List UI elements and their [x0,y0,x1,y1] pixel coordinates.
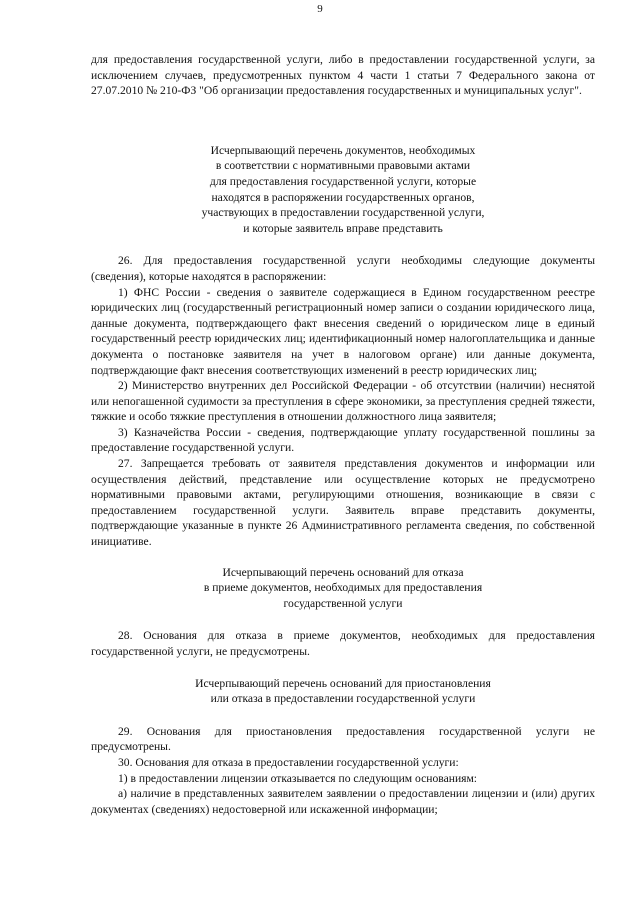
heading-refusal-reception [91,565,595,612]
heading-line: Исчерпывающий перечень документов, необходимых [210,143,476,157]
intro-paragraph: для предоставления государственной услуги, либо в предоставлении государственной услуги, за исключением случаев, предусмотренных пунктом 4 части 1 статьи 7 Федерального закона от 27.07.2010 № 210-ФЗ "Об организации предоставления государственных и муниципальных услуг". [91,53,595,98]
document-body [91,52,595,817]
paragraph-26-item-1: 1) ФНС России - сведения о заявителе содержащиеся в Едином государственном реестре юридических лиц (государственный регистрационный номер записи о создании юридического лица, данные документа, подтверждающего факт внесения сведений о юридическом лице в единый государственный реестр юридических лиц; идентификационный номер налогоплательщика и данные документа о постановке заявителя на учет в налоговом органе) или данные документа, подтверждающие факт внесения соответствующих изменений в реестр юридических лиц; [91,285,595,377]
heading-line: в соответствии с нормативными правовыми актами [215,159,471,173]
paragraph-30-item-1: 1) в предоставлении лицензии отказывается по следующим основаниям: [118,771,478,785]
heading-line: участвующих в предоставлении государственной услуги, [201,206,485,220]
heading-line: или отказа в предоставлении государственной услуги [210,692,476,706]
heading-line: Исчерпывающий перечень оснований для приостановления [195,676,491,690]
paragraph-26-item-3: 3) Казначейства России - сведения, подтверждающие уплату государственной пошлины за предоставление государственной услуги. [91,425,595,455]
page-number: 9 [317,3,323,15]
paragraph-27: 27. Запрещается требовать от заявителя представления документов и информации или осуществления действий, представление или осуществление которых не предусмотрено нормативными правовыми актами, регулирующими отношения, возникающие в связи с предоставлением государственной услуги. Заявитель вправе представить документы, подтверждающие указанные в пункте 26 Административного регламента сведения, по собственной инициативе. [91,457,595,549]
heading-line: в приеме документов, необходимых для предоставления [203,581,483,595]
paragraph-28: 28. Основания для отказа в приеме документов, необходимых для предоставления государственной услуги, не предусмотрены. [91,629,595,658]
paragraph-26: 26. Для предоставления государственной услуги необходимы следующие документы (сведения), которые находятся в распоряжении: [91,254,595,283]
heading-line: государственной услуги [283,596,403,610]
paragraph-26-item-2: 2) Министерство внутренних дел Российской Федерации - об отсутствии (наличии) неснятой или непогашенной судимости за преступления в сфере экономики, за преступления средней тяжести, тяжкие и особо тяжкие преступления в отношении должностного лица заявителя; [91,379,595,424]
heading-suspension-refusal [91,676,595,707]
heading-line: Исчерпывающий перечень оснований для отказа [222,565,464,579]
heading-documents-list [91,143,595,237]
paragraph-30-item-1a: а) наличие в представленных заявителем заявлении о предоставлении лицензии и (или) других документах (сведениях) недостоверной или искаженной информации; [91,787,595,816]
heading-line: находятся в распоряжении государственных органов, [211,190,475,204]
heading-line: и которые заявитель вправе представить [243,221,443,235]
paragraph-30: 30. Основания для отказа в предоставлении государственной услуги: [118,755,459,769]
paragraph-29: 29. Основания для приостановления предоставления государственной услуги не предусмотрены. [91,724,595,754]
heading-line: для предоставления государственной услуги, которые [209,174,477,188]
